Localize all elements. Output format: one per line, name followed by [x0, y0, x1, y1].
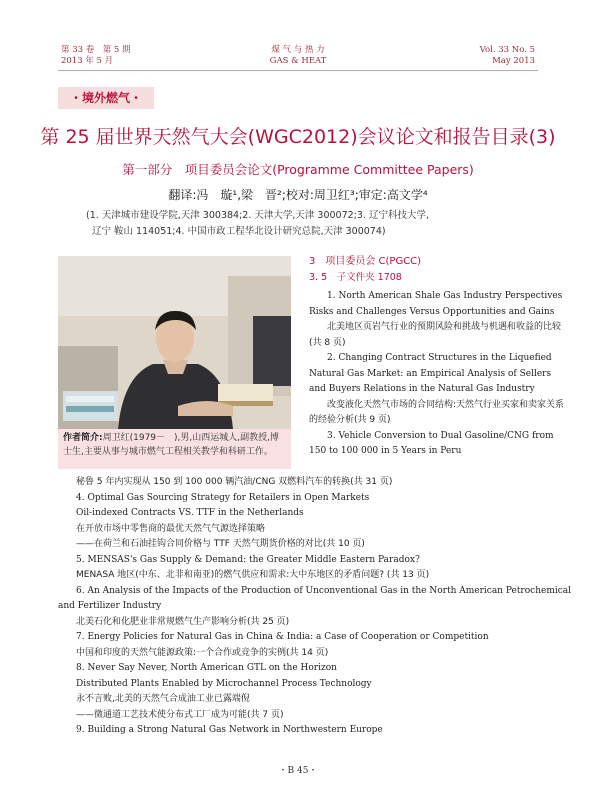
author-photo-illustration: [58, 256, 291, 429]
list-item: 6. An Analysis of the Impacts of the Production of Unconventional Gas in the North American Petrochemical and Fertilizer Industry: [58, 585, 572, 611]
list-item: Distributed Plants Enabled by Microchannel Process Technology: [76, 678, 372, 689]
header-divider: [58, 70, 538, 71]
list-item: 改变液化天然气市场的合同结构:天然气行业买家和卖家关系的经验分析(共 9 页): [309, 399, 565, 425]
committee-heading: 3 项目委员会 C(PGCC): [309, 256, 422, 267]
page-number: ・B 45・: [278, 766, 318, 776]
list-item: 3. Vehicle Conversion to Dual Gasoline/CNG from 150 to 100 000 in 5 Years in Peru: [309, 430, 554, 456]
affiliation-line: 辽宁 鞍山 114051;4. 中国市政工程华北设计研究总院,天津 300074): [92, 226, 386, 237]
list-item: 永不言败,北美的天然气合成油工业已露端倪: [76, 694, 250, 704]
journal-name-en: GAS & HEAT: [269, 56, 327, 66]
list-item: 北美石化和化肥业非常规燃气生产影响分析(共 25 页): [76, 616, 290, 627]
list-item: 7. Energy Policies for Natural Gas in China & India: a Case of Cooperation or Competition: [76, 632, 489, 642]
list-item: 4. Optimal Gas Sourcing Strategy for Retailers in Open Markets: [76, 492, 370, 503]
list-item: ——在荷兰和石油挂钩合同价格与 TTF 天然气期货价格的对比(共 10 页): [76, 539, 365, 549]
author-bio: [63, 432, 287, 459]
list-item: 在开放市场中零售商的最优天然气气源选择策略: [76, 523, 266, 534]
list-item: MENASA 地区(中东、北非和南亚)的燃气供应和需求:大中东地区的矛盾问题? (共 13 页): [76, 570, 430, 580]
list-item: 1. North American Shale Gas Industry Perspectives Risks and Challenges Versus Opportunities and Gains: [309, 291, 563, 317]
article-title: 第 25 届世界天然气大会(WGC2012)会议论文和报告目录(3): [40, 126, 556, 148]
issue-date: 2013 年 5 月: [61, 56, 114, 66]
author-photo: [58, 256, 291, 429]
affiliations: [86, 208, 526, 240]
author-bio-box: [58, 429, 291, 469]
affiliation-line: (1. 天津城市建设学院,天津 300384;2. 天津大学,天津 300072;3. 辽宁科技大学,: [86, 210, 429, 221]
issue-date-en: May 2013: [492, 56, 535, 66]
section-tag: ・境外燃气・: [58, 87, 154, 109]
journal-issue-info-en: [480, 45, 535, 67]
volume-issue-en: Vol. 33 No. 5: [479, 45, 535, 55]
list-item: 2. Changing Contract Structures in the Liquefied Natural Gas Market: an Empirical Analysis of Sellers and Buyers Relations in the Natural Gas Industry: [309, 353, 552, 394]
right-column-list: [309, 289, 567, 460]
list-item: 秘鲁 5 年内实现从 150 到 100 000 辆汽油/CNG 双燃料汽车的转换(共 31 页): [76, 477, 393, 487]
list-item: 8. Never Say Never, North American GTL on the Horizon: [76, 663, 337, 673]
list-item: ——微通道工艺技术使分布式工厂成为可能(共 7 页): [76, 709, 284, 720]
folder-heading: 3. 5 子文件夹 1708: [309, 272, 402, 283]
list-item: 北美地区页岩气行业的预期风险和挑战与机遇和收益的比较(共 8 页): [309, 322, 562, 348]
list-item: 中国和印度的天然气能源政策:一个合作或竞争的实例(共 14 页): [76, 647, 329, 658]
list-item: 5. MENSAS's Gas Supply & Demand: the Greater Middle Eastern Paradox?: [76, 554, 420, 565]
volume-issue: 第 33 卷 第 5 期: [61, 45, 131, 55]
list-item: Oil-indexed Contracts VS. TTF in the Netherlands: [76, 508, 304, 518]
translator-credits: 翻译:冯 璇¹,梁 晋²;校对:周卫红³;审定:高文学⁴: [168, 188, 428, 202]
author-bio-label: 作者简介:: [63, 433, 103, 443]
list-item: 9. Building a Strong Natural Gas Network in Northwestern Europe: [76, 725, 383, 735]
full-width-list: [58, 475, 578, 739]
author-bio-text: 周卫红(1979－ ),男,山西运城人,副教授,博士生,主要从事与城市燃气工程相关教学和科研工作。: [63, 433, 279, 457]
article-subtitle: 第一部分 项目委员会论文(Programme Committee Papers): [122, 162, 474, 177]
journal-name-cn: 煤 气 与 热 力: [271, 45, 325, 55]
